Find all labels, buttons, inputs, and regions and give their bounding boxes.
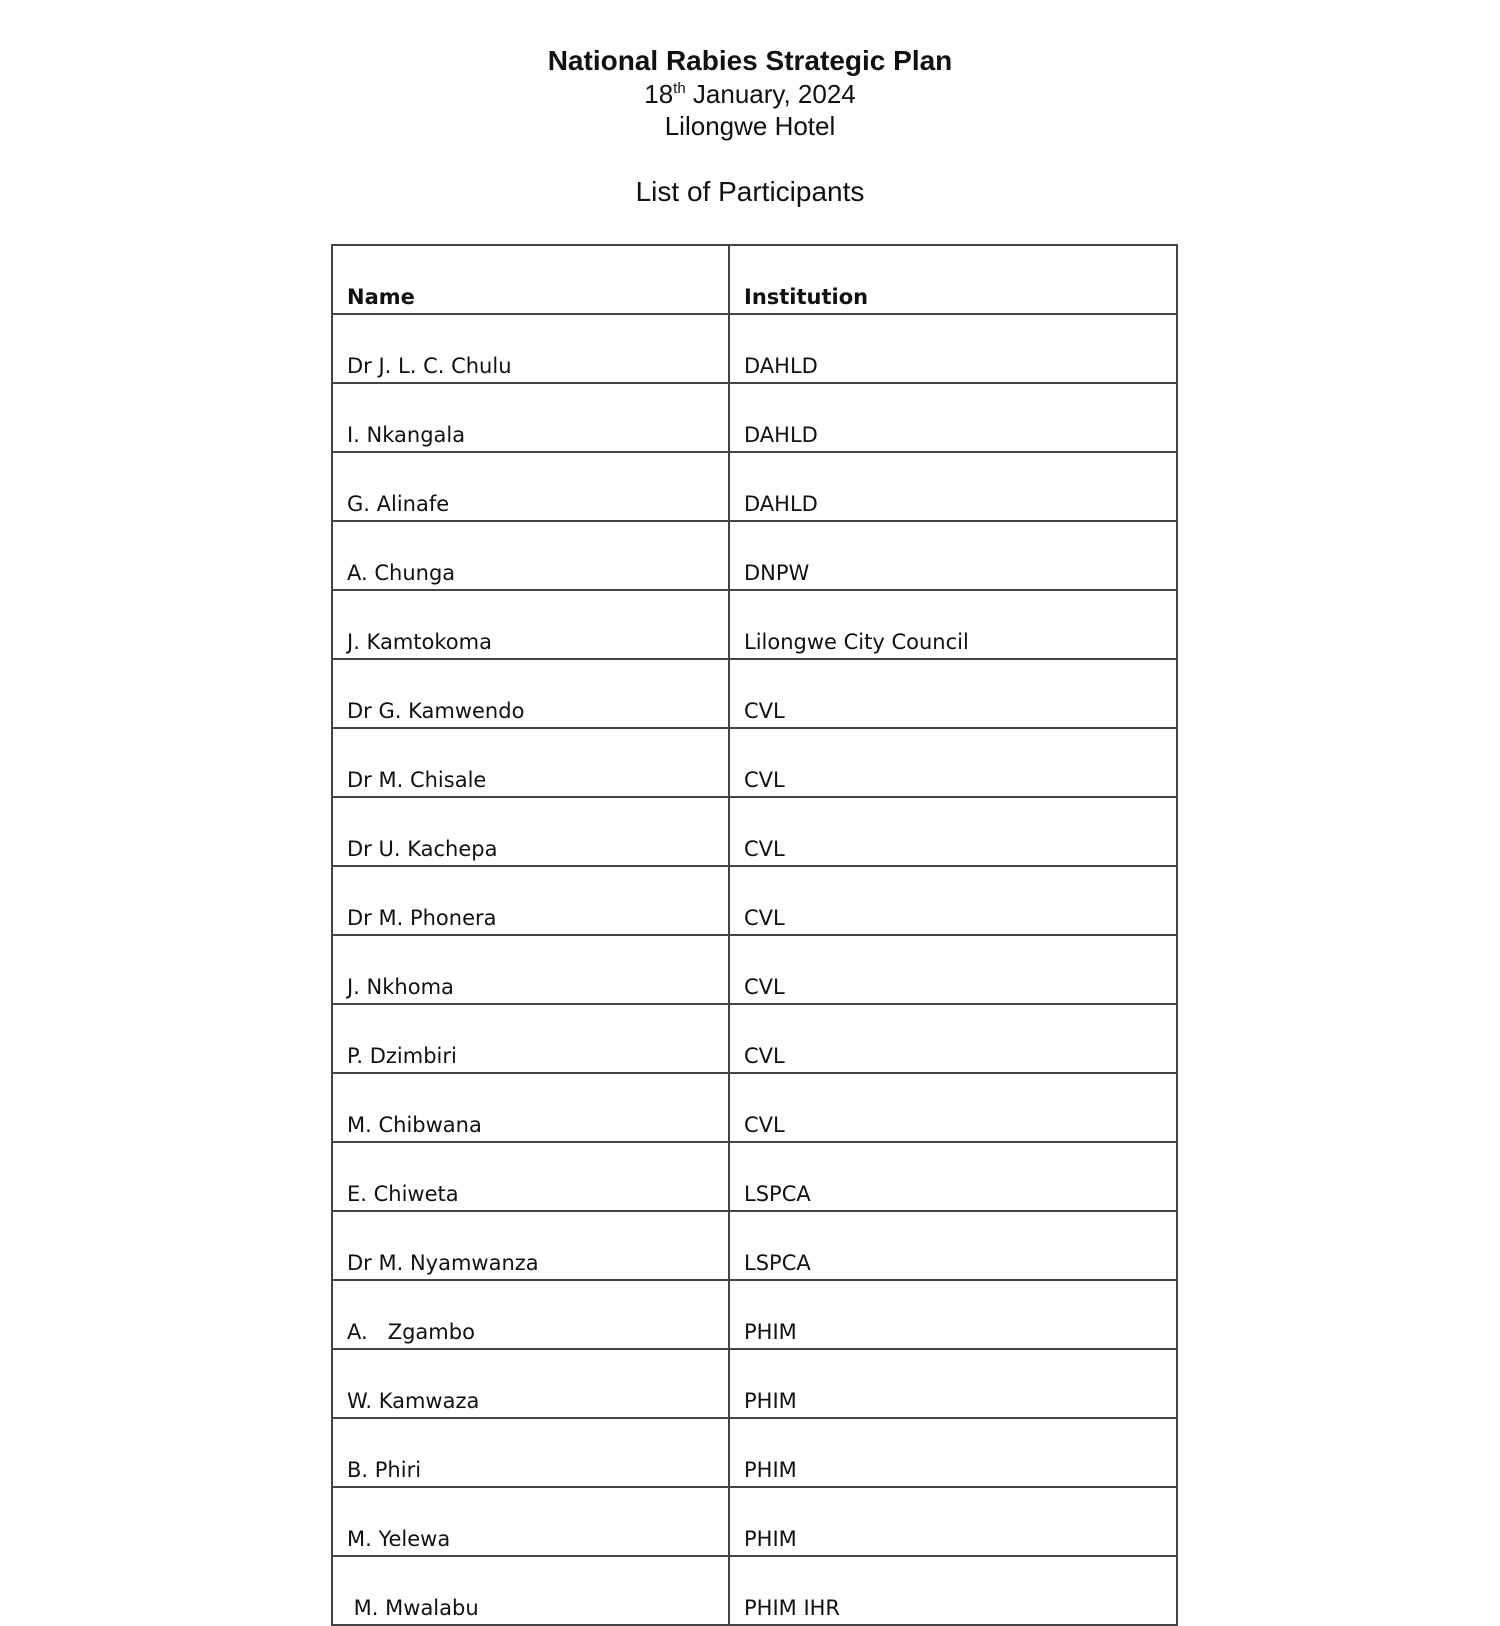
table-row [332, 1280, 1177, 1349]
table-row [332, 866, 1177, 935]
table-row [332, 383, 1177, 452]
table-row [332, 1418, 1177, 1487]
participant-name: Dr M. Chisale [332, 728, 729, 797]
table-row [332, 1211, 1177, 1280]
date-ordinal-suffix: th [673, 80, 686, 97]
date-month-year: January, 2024 [685, 79, 856, 109]
table-row [332, 935, 1177, 1004]
participant-institution: CVL [729, 935, 1177, 1004]
date-day: 18 [644, 79, 674, 109]
participant-institution: PHIM [729, 1280, 1177, 1349]
participant-name: Dr M. Nyamwanza [332, 1211, 729, 1280]
participant-institution: PHIM IHR [729, 1556, 1177, 1625]
list-subtitle: List of Participants [635, 176, 865, 207]
participant-name: J. Nkhoma [332, 935, 729, 1004]
participant-institution: LSPCA [729, 1211, 1177, 1280]
participant-institution: CVL [729, 1073, 1177, 1142]
participant-institution: CVL [729, 797, 1177, 866]
table-row [332, 590, 1177, 659]
participant-name: Dr J. L. C. Chulu [332, 314, 729, 383]
meeting-date [0, 78, 1500, 110]
participant-institution: PHIM [729, 1349, 1177, 1418]
participant-name: J. Kamtokoma [332, 590, 729, 659]
participant-name: G. Alinafe [332, 452, 729, 521]
participant-institution: PHIM [729, 1487, 1177, 1556]
participant-institution: DAHLD [729, 383, 1177, 452]
table-row [332, 659, 1177, 728]
participant-institution: DNPW [729, 521, 1177, 590]
participant-name: Dr M. Phonera [332, 866, 729, 935]
participant-institution: PHIM [729, 1418, 1177, 1487]
participant-name: A. Zgambo [332, 1280, 729, 1349]
table-row [332, 452, 1177, 521]
participant-name: W. Kamwaza [332, 1349, 729, 1418]
participant-name: B. Phiri [332, 1418, 729, 1487]
participant-name: E. Chiweta [332, 1142, 729, 1211]
participant-name: M. Chibwana [332, 1073, 729, 1142]
participant-institution: Lilongwe City Council [729, 590, 1177, 659]
participant-name: M. Mwalabu [332, 1556, 729, 1625]
table-row [332, 1073, 1177, 1142]
participant-institution: CVL [729, 866, 1177, 935]
table-row [332, 797, 1177, 866]
participant-institution: DAHLD [729, 452, 1177, 521]
participant-name: I. Nkangala [332, 383, 729, 452]
table-row [332, 1349, 1177, 1418]
meeting-venue: Lilongwe Hotel [664, 111, 836, 141]
participant-name: A. Chunga [332, 521, 729, 590]
participants-table [331, 244, 1178, 1626]
institution-column-header: Institution [729, 245, 1177, 314]
document-title: National Rabies Strategic Plan [547, 45, 953, 76]
participant-name: Dr G. Kamwendo [332, 659, 729, 728]
participant-institution: CVL [729, 1004, 1177, 1073]
table-row [332, 1487, 1177, 1556]
participant-name: Dr U. Kachepa [332, 797, 729, 866]
table-row [332, 1004, 1177, 1073]
table-row [332, 1142, 1177, 1211]
participant-name: M. Yelewa [332, 1487, 729, 1556]
name-column-header: Name [332, 245, 729, 314]
participant-institution: CVL [729, 659, 1177, 728]
table-row [332, 521, 1177, 590]
participant-institution: DAHLD [729, 314, 1177, 383]
table-header-row [332, 245, 1177, 314]
participant-institution: CVL [729, 728, 1177, 797]
participant-name: P. Dzimbiri [332, 1004, 729, 1073]
participant-institution: LSPCA [729, 1142, 1177, 1211]
table-row [332, 314, 1177, 383]
table-row [332, 728, 1177, 797]
